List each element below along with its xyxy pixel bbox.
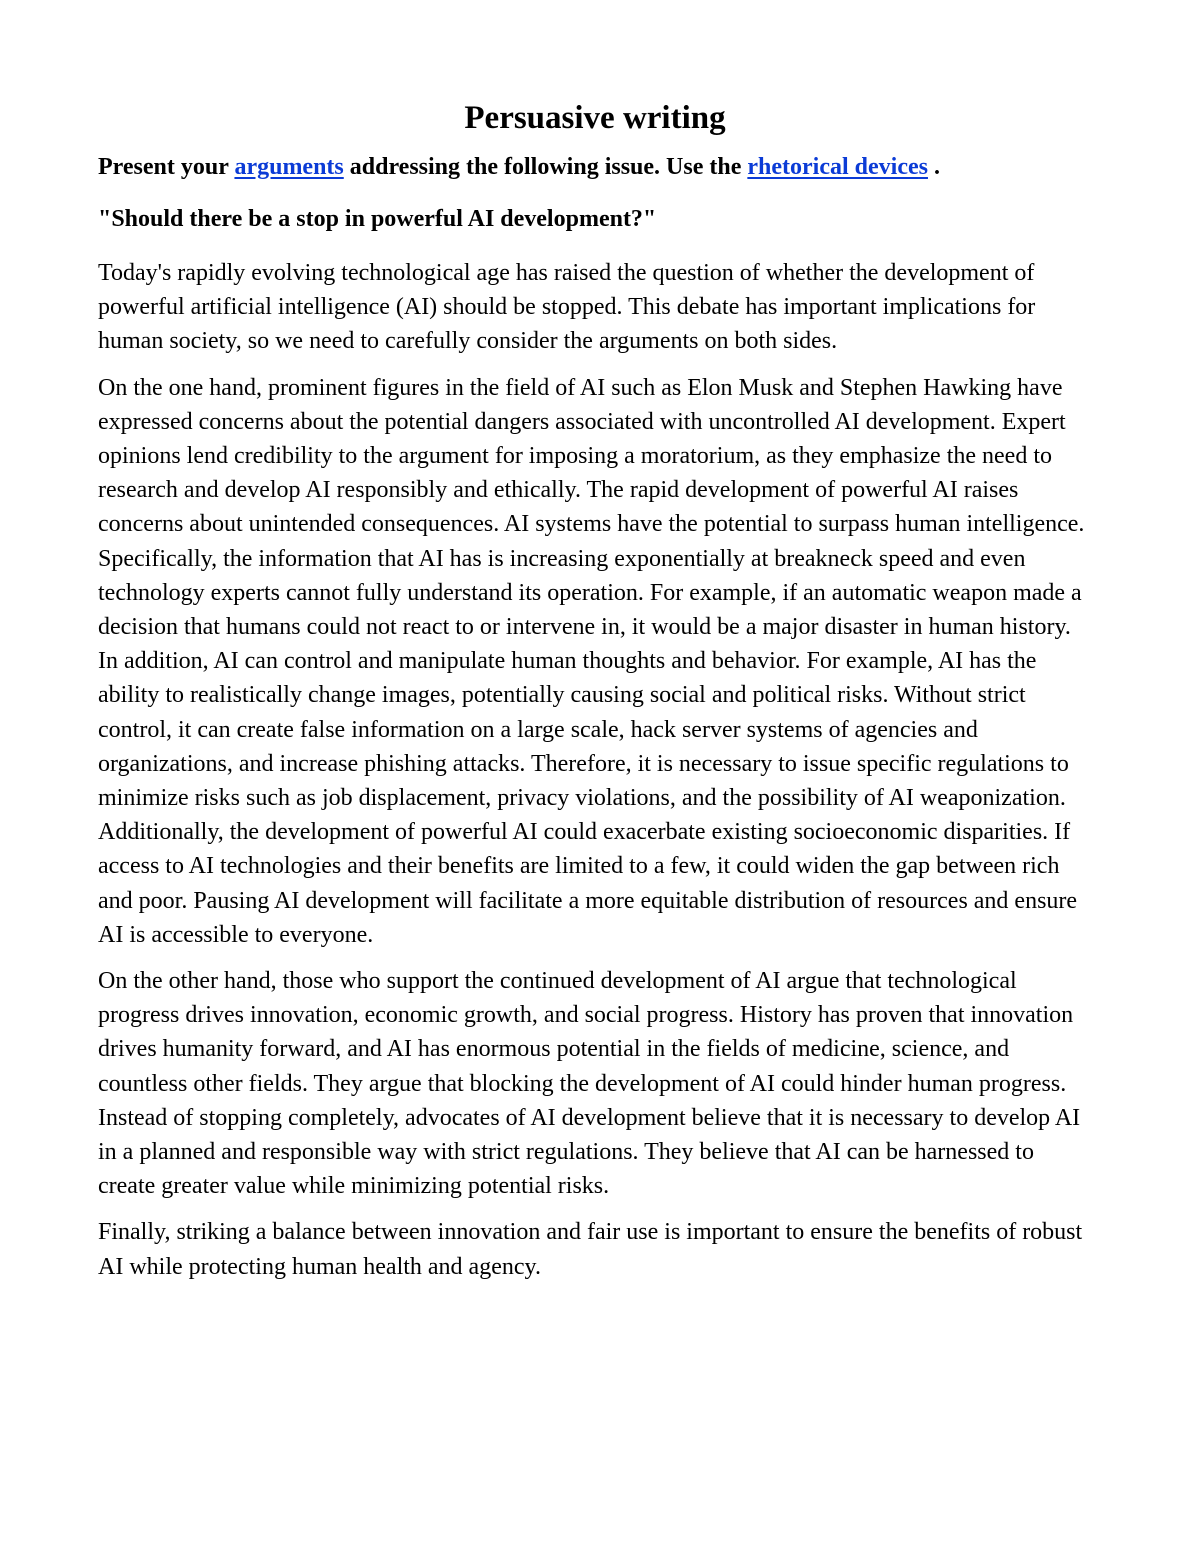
- document-title: Persuasive writing: [464, 100, 726, 136]
- instruction-line: [98, 150, 1092, 184]
- paragraph-for: On the other hand, those who support the continued development of AI argue that technological progress drives innovation, economic growth, and social progress. History has proven that innovation drives humanity forward, and AI has enormous potential in the fields of medicine, science, and countless other fields. They argue that blocking the development of AI could hinder human progress. Instead of stopping completely, advocates of AI development believe that it is necessary to develop AI in a planned and responsible way with strict regulations. They believe that AI can be harnessed to create greater value while minimizing potential risks.: [98, 968, 1081, 1200]
- essay-question: "Should there be a stop in powerful AI development?": [98, 206, 657, 232]
- paragraph-against: On the one hand, prominent figures in the field of AI such as Elon Musk and Stephen Hawking have expressed concerns about the potential dangers associated with uncontrolled AI development. Expert opinions lend credibility to the argument for imposing a moratorium, as they emphasize the need to research and develop AI responsibly and ethically. The rapid development of powerful AI raises concerns about unintended consequences. AI systems have the potential to surpass human intelligence. Specifically, the information that AI has is increasing exponentially at breakneck speed and even technology experts cannot fully understand its operation. For example, if an automatic weapon made a decision that humans could not react to or intervene in, it would be a major disaster in human history. In addition, AI can control and manipulate human thoughts and behavior. For example, AI has the ability to realistically change images, potentially causing social and political risks. Without strict control, it can create false information on a large scale, hack server systems of agencies and organizations, and increase phishing attacks. Therefore, it is necessary to issue specific regulations to minimize risks such as job displacement, privacy violations, and the possibility of AI weaponization. Additionally, the development of powerful AI could exacerbate existing socioeconomic disparities. If access to AI technologies and their benefits are limited to a few, it could widen the gap between rich and poor. Pausing AI development will facilitate a more equitable distribution of resources and ensure AI is accessible to everyone.: [98, 374, 1085, 948]
- paragraph-conclusion: Finally, striking a balance between innovation and fair use is important to ensure the benefits of robust AI while protecting human health and agency.: [98, 1219, 1083, 1280]
- instruction-suffix: .: [927, 154, 940, 180]
- paragraph-intro: Today's rapidly evolving technological age has raised the question of whether the development of powerful artificial intelligence (AI) should be stopped. This debate has important implications for human society, so we need to carefully consider the arguments on both sides.: [98, 260, 1036, 355]
- instruction-prefix: Present your: [98, 154, 235, 180]
- instruction-middle: addressing the following issue. Use the: [343, 154, 748, 180]
- arguments-link[interactable]: arguments: [234, 154, 344, 180]
- rhetorical-devices-link[interactable]: rhetorical devices: [747, 154, 928, 180]
